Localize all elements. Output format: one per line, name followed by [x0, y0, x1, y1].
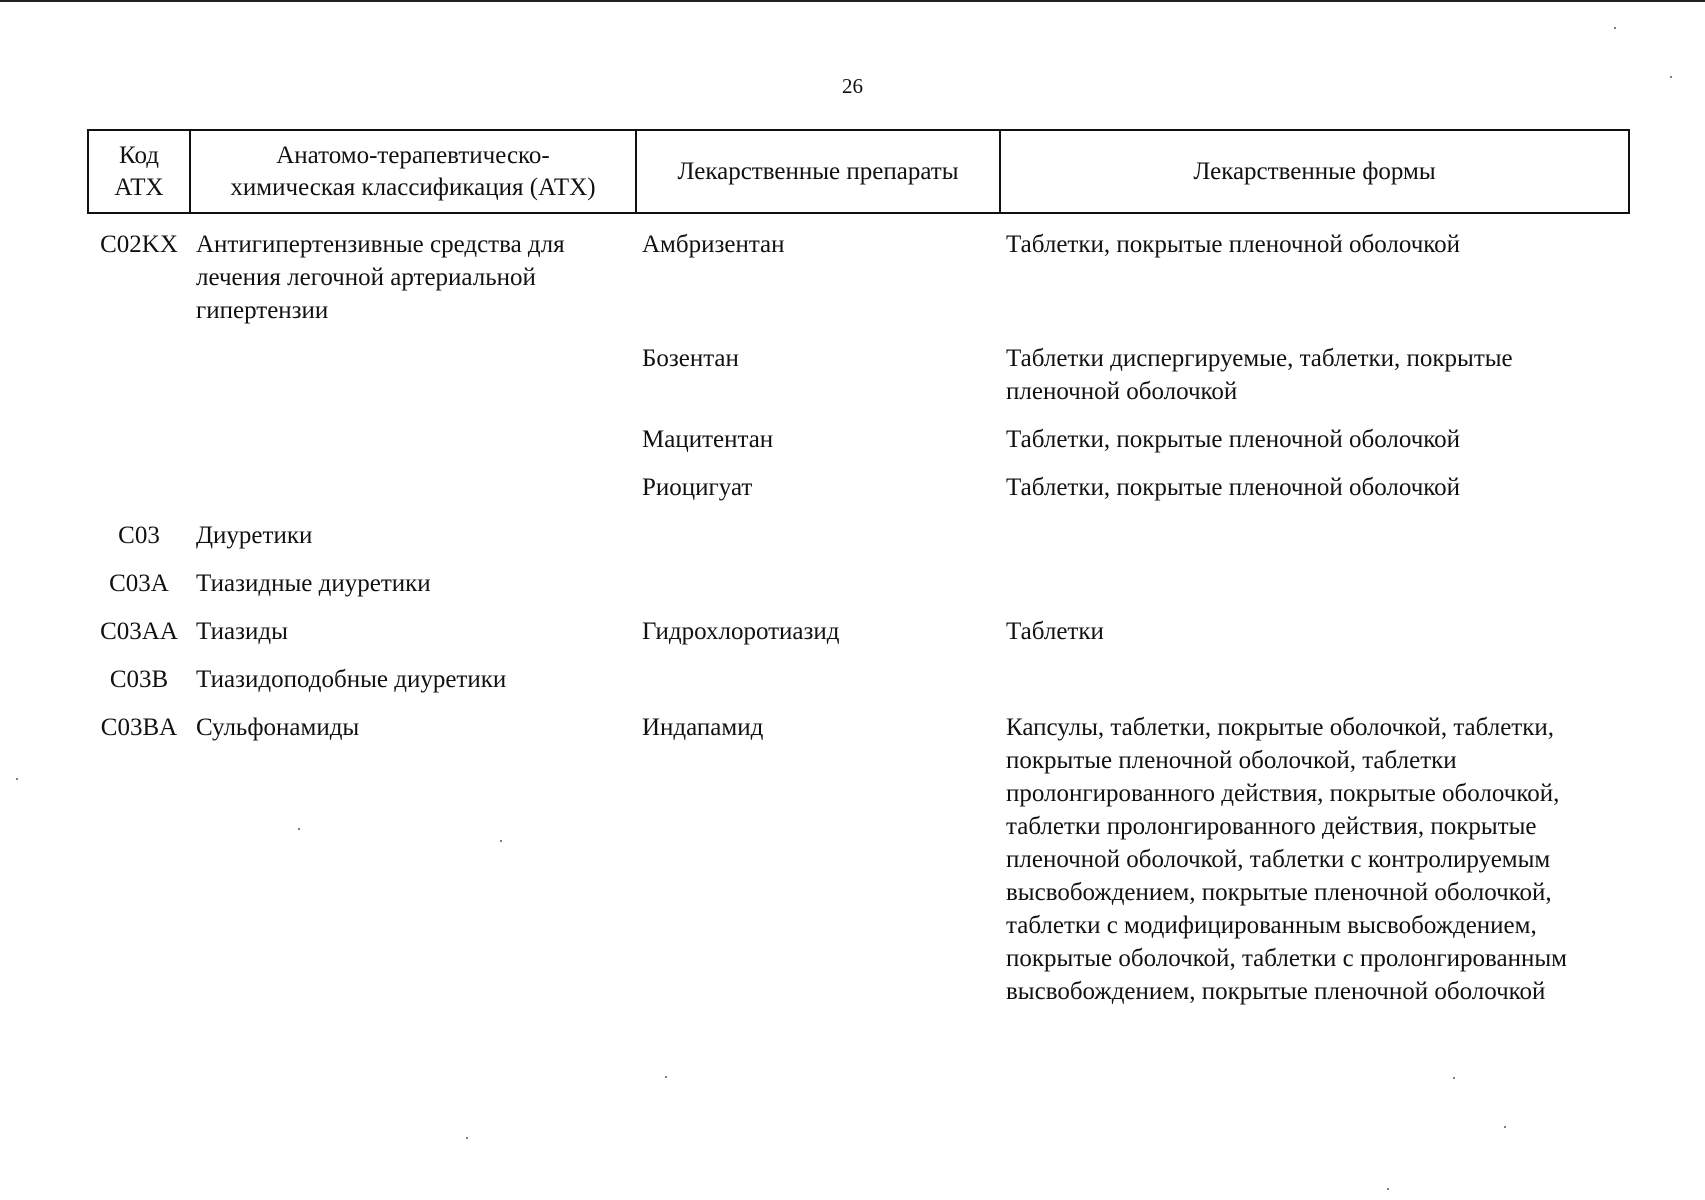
- cell-code: [88, 342, 190, 423]
- cell-forms: Таблетки, покрытые пленочной оболочкой: [1006, 231, 1461, 258]
- cell-forms: Таблетки диспергируемые, таблетки, покрытые пленочной оболочкой: [1006, 345, 1513, 405]
- scan-speck: [500, 840, 502, 842]
- table-row: [88, 342, 1629, 423]
- scan-speck: [466, 1137, 468, 1139]
- cell-drug: Мацитентан: [642, 426, 774, 453]
- scan-speck: [1504, 1126, 1506, 1128]
- scan-speck: [298, 828, 300, 830]
- cell-code: C03BA: [100, 714, 178, 741]
- page-number: 26: [842, 74, 863, 98]
- table-row: [88, 615, 1629, 663]
- cell-drug: [636, 663, 1000, 711]
- header-drugs: Лекарственные препараты: [636, 130, 1000, 213]
- header-code: [88, 130, 190, 213]
- cell-code: C03B: [109, 666, 169, 693]
- cell-drug: Индапамид: [642, 714, 764, 741]
- cell-classification: Тиазидные диуретики: [196, 570, 431, 597]
- cell-drug: Амбризентан: [642, 231, 785, 258]
- cell-code: C02KX: [100, 231, 178, 258]
- scan-speck: [1670, 76, 1672, 78]
- cell-drug: Гидрохлоротиазид: [642, 618, 840, 645]
- top-border-line: [0, 0, 1705, 2]
- cell-forms: Таблетки: [1006, 618, 1104, 645]
- table-row: [88, 471, 1629, 519]
- table-header: [88, 130, 1629, 213]
- table-row: [88, 663, 1629, 711]
- cell-code: [88, 471, 190, 519]
- cell-forms: Капсулы, таблетки, покрытые оболочкой, таблетки, покрытые пленочной оболочкой, таблетки пролонгированного действия, покрытые оболочкой, таблетки пролонгированного действия, покрытые пленочной оболочкой, таблетки с контролируемым высвобождением, покрытые пленочной оболочкой, таблетки с модифицированным высвобождением, покрытые оболочкой, таблетки с пролонгированным высвобождением, покрытые пленочной оболочкой: [1006, 714, 1567, 1005]
- cell-drug: Риоцигуат: [642, 474, 753, 501]
- table-row: [88, 711, 1629, 1023]
- cell-forms: [1000, 567, 1629, 615]
- cell-classification: Тиазиды: [196, 618, 288, 645]
- scan-speck: [1387, 1188, 1389, 1190]
- cell-classification: Сульфонамиды: [196, 714, 360, 741]
- header-forms: Лекарственные формы: [1000, 130, 1629, 213]
- cell-classification: Тиазидоподобные диуретики: [196, 666, 507, 693]
- scan-speck: [1453, 1077, 1455, 1079]
- cell-forms: Таблетки, покрытые пленочной оболочкой: [1006, 426, 1461, 453]
- cell-classification: Диуретики: [196, 522, 313, 549]
- scan-speck: [1614, 27, 1616, 29]
- table-row: [88, 567, 1629, 615]
- table-row: [88, 228, 1629, 342]
- cell-drug: [636, 567, 1000, 615]
- cell-forms: [1000, 663, 1629, 711]
- table-row: [88, 519, 1629, 567]
- header-classification-line-2: химическая классификация (АТХ): [230, 173, 596, 201]
- header-classification-line-1: Анатомо-терапевтическо-: [276, 141, 550, 169]
- header-code-line-1: Код: [119, 141, 159, 169]
- atx-table: [87, 129, 1630, 1023]
- table-body: [88, 213, 1629, 1023]
- table-row: [88, 423, 1629, 471]
- cell-drug: Бозентан: [642, 345, 739, 372]
- cell-code: C03: [118, 522, 160, 549]
- header-code-line-2: АТХ: [114, 173, 164, 201]
- cell-classification: [190, 471, 636, 519]
- cell-code: C03A: [109, 570, 169, 597]
- scan-speck: [16, 778, 18, 780]
- cell-code: [88, 423, 190, 471]
- scan-speck: [665, 1076, 667, 1078]
- cell-classification: Антигипертензивные средства для лечения легочной артериальной гипертензии: [196, 231, 565, 324]
- cell-forms: [1000, 519, 1629, 567]
- cell-classification: [190, 342, 636, 423]
- cell-code: C03AA: [100, 618, 178, 645]
- header-classification: [190, 130, 636, 213]
- cell-drug: [636, 519, 1000, 567]
- cell-classification: [190, 423, 636, 471]
- cell-forms: Таблетки, покрытые пленочной оболочкой: [1006, 474, 1461, 501]
